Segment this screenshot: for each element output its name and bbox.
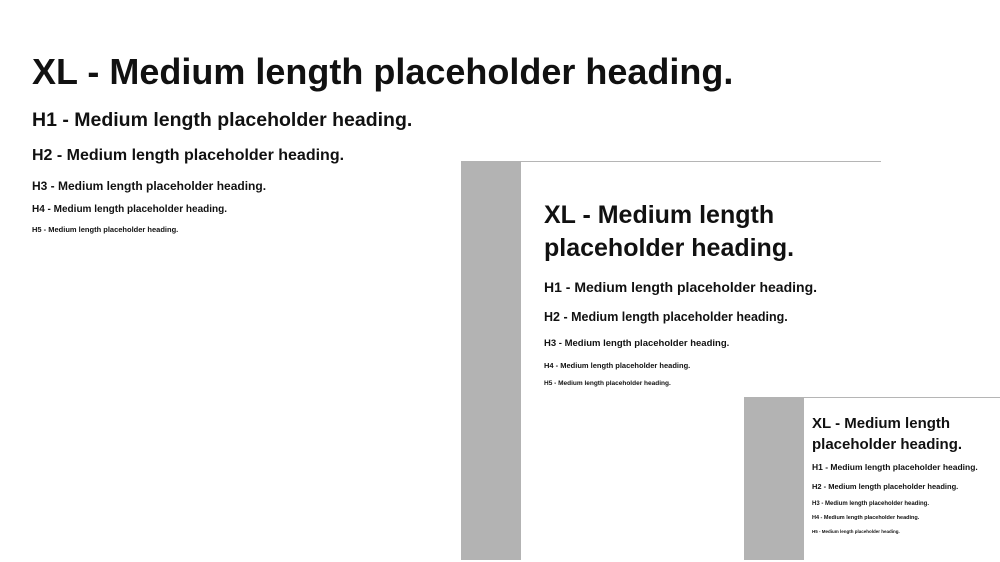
tablet-heading-h3: H3 - Medium length placeholder heading. — [544, 338, 730, 349]
mobile-sidebar — [744, 397, 804, 560]
tablet-frame-border — [521, 161, 881, 162]
mobile-heading-h3: H3 - Medium length placeholder heading. — [812, 501, 930, 507]
heading-h3: H3 - Medium length placeholder heading. — [32, 179, 267, 193]
tablet-heading-xl: XL - Medium length placeholder heading. — [544, 201, 795, 262]
heading-h1: H1 - Medium length placeholder heading. — [32, 109, 413, 131]
heading-h2: H2 - Medium length placeholder heading. — [32, 147, 345, 164]
mobile-heading-xl: XL - Medium length placeholder heading. — [812, 415, 963, 453]
tablet-heading-h1: H1 - Medium length placeholder heading. — [544, 279, 818, 295]
tablet-heading-h2: H2 - Medium length placeholder heading. — [544, 310, 788, 324]
mobile-heading-h4: H4 - Medium length placeholder heading. — [812, 515, 920, 521]
mobile-heading-h2: H2 - Medium length placeholder heading. — [812, 482, 959, 491]
heading-h4: H4 - Medium length placeholder heading. — [32, 204, 228, 215]
heading-h5: H5 - Medium length placeholder heading. — [32, 225, 179, 234]
heading-xl: XL - Medium length placeholder heading. — [32, 51, 734, 92]
tablet-heading-h4: H4 - Medium length placeholder heading. — [544, 361, 691, 370]
tablet-sidebar — [461, 161, 521, 560]
mobile-frame-border — [804, 397, 1000, 398]
mobile-preview-frame — [744, 397, 1000, 560]
mobile-heading-h1: H1 - Medium length placeholder heading. — [812, 462, 978, 472]
tablet-heading-h5: H5 - Medium length placeholder heading. — [544, 380, 671, 387]
mobile-heading-h5: H5 - Medium length placeholder heading. — [812, 529, 900, 534]
